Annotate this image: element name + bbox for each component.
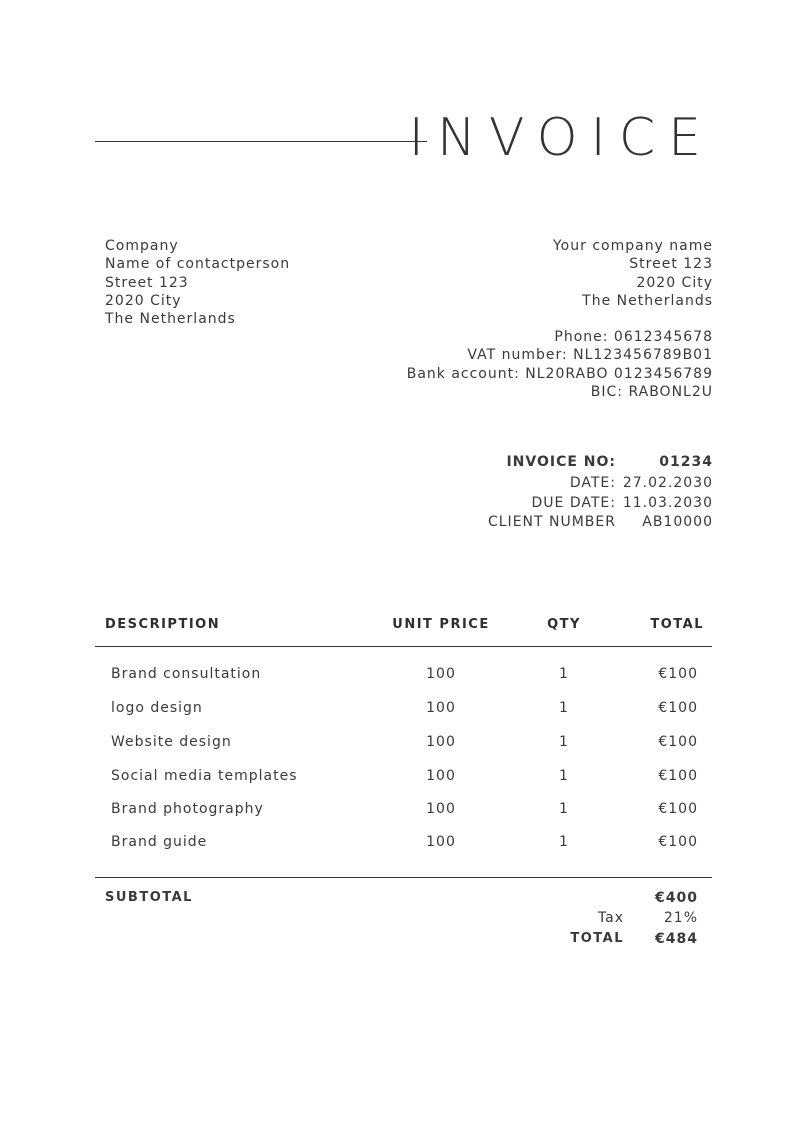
- invoice-title: INVOICE: [408, 108, 714, 168]
- table-row: [0, 700, 806, 720]
- header-total: TOTAL: [650, 617, 704, 632]
- row-description: Brand guide: [111, 834, 208, 850]
- row-description: Social media templates: [111, 768, 298, 784]
- row-qty: 1: [559, 834, 569, 850]
- row-description: logo design: [111, 700, 203, 716]
- table-row: [0, 834, 806, 854]
- table-footer-divider: [95, 877, 712, 878]
- row-total: €100: [658, 834, 698, 850]
- sender-bic: BIC: RABONL2U: [590, 383, 713, 400]
- title-divider: [95, 141, 427, 142]
- sender-street: Street 123: [629, 256, 713, 273]
- sender-phone: Phone: 0612345678: [554, 329, 713, 345]
- date-value: 27.02.2030: [622, 475, 713, 491]
- sender-city: 2020 City: [636, 274, 713, 291]
- sender-bank-account: Bank account: NL20RABO 0123456789: [406, 365, 713, 382]
- subtotal-value: €400: [655, 890, 698, 906]
- row-total: €100: [658, 734, 698, 750]
- invoice-number-value: 01234: [659, 454, 713, 470]
- table-row: [0, 734, 806, 754]
- row-unit-price: 100: [426, 700, 456, 716]
- date-label: DATE:: [569, 475, 616, 491]
- client-city: 2020 City: [105, 292, 182, 309]
- row-unit-price: 100: [426, 834, 456, 850]
- client-contact-person: Name of contactperson: [105, 256, 291, 273]
- table-row: [0, 801, 806, 821]
- sender-vat: VAT number: NL123456789B01: [467, 347, 713, 364]
- row-qty: 1: [559, 700, 569, 716]
- table-row: [0, 768, 806, 788]
- sender-contact-details: [407, 328, 713, 401]
- row-qty: 1: [559, 666, 569, 682]
- header-unit-price: UNIT PRICE: [392, 617, 490, 632]
- client-street: Street 123: [105, 274, 189, 291]
- row-unit-price: 100: [426, 666, 456, 682]
- table-row: [0, 666, 806, 686]
- header-qty: QTY: [547, 617, 581, 632]
- tax-label: Tax: [597, 910, 624, 926]
- sender-company: Your company name: [552, 238, 713, 254]
- total-value: €484: [655, 931, 698, 947]
- row-description: Brand consultation: [111, 666, 262, 682]
- header-description: DESCRIPTION: [105, 617, 221, 632]
- row-qty: 1: [559, 801, 569, 817]
- due-date-label: DUE DATE:: [531, 495, 616, 511]
- client-address: [105, 237, 290, 328]
- row-total: €100: [658, 700, 698, 716]
- client-number-value: AB10000: [642, 514, 713, 530]
- row-total: €100: [658, 768, 698, 784]
- row-description: Brand photography: [111, 801, 264, 817]
- subtotal-label: SUBTOTAL: [105, 890, 193, 905]
- total-label: TOTAL: [570, 931, 624, 946]
- sender-address: [553, 237, 713, 310]
- row-unit-price: 100: [426, 734, 456, 750]
- row-total: €100: [658, 801, 698, 817]
- row-qty: 1: [559, 734, 569, 750]
- row-qty: 1: [559, 768, 569, 784]
- tax-value: 21%: [663, 910, 698, 926]
- client-number-label: CLIENT NUMBER: [487, 514, 616, 530]
- table-header-divider: [95, 646, 712, 647]
- row-unit-price: 100: [426, 768, 456, 784]
- client-country: The Netherlands: [105, 311, 236, 328]
- row-unit-price: 100: [426, 801, 456, 817]
- row-total: €100: [658, 666, 698, 682]
- client-company: Company: [105, 238, 179, 254]
- invoice-number-label: INVOICE NO:: [506, 454, 616, 470]
- sender-country: The Netherlands: [582, 292, 713, 309]
- due-date-value: 11.03.2030: [622, 495, 713, 511]
- row-description: Website design: [111, 734, 232, 750]
